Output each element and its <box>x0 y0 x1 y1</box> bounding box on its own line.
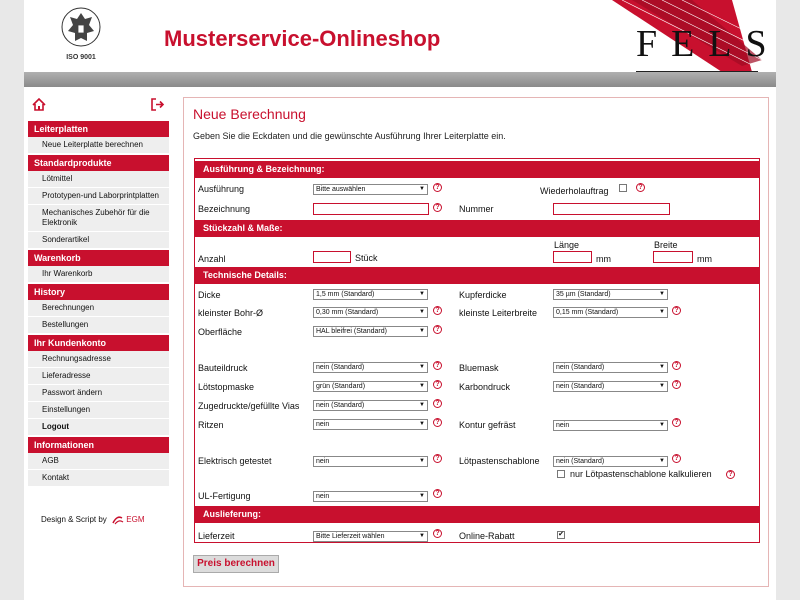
select-ritzen[interactable]: nein ▼ <box>313 419 428 430</box>
shop-title: Musterservice-Onlineshop <box>164 26 441 51</box>
sidebar <box>28 92 169 487</box>
sidebar-head-leiterplatten: Leiterplatten <box>28 121 169 137</box>
label-leiterbreite: kleinste Leiterbreite <box>459 308 538 318</box>
help-icon[interactable]: ? <box>433 380 442 389</box>
label-bohr: kleinster Bohr-Ø <box>198 308 264 318</box>
eagle-seal-icon <box>61 5 101 53</box>
input-nummer[interactable] <box>553 203 670 215</box>
sidebar-item-passwort[interactable]: Passwort ändern <box>28 385 169 402</box>
help-icon[interactable]: ? <box>672 418 681 427</box>
section-ausfuehrung: Ausführung & Bezeichnung: <box>195 161 759 178</box>
help-icon[interactable]: ? <box>672 361 681 370</box>
egm-logo-icon <box>112 515 124 525</box>
select-ul[interactable]: nein ▼ <box>313 491 428 502</box>
header-bar <box>24 72 776 87</box>
intro-text: Geben Sie die Eckdaten und die gewünschte Ausführung Ihrer Leiterplatte ein. <box>193 131 506 141</box>
calculate-price-button[interactable]: Preis berechnen <box>193 555 279 573</box>
checkbox-nur-schablone[interactable] <box>557 470 565 478</box>
select-oberflaeche[interactable]: HAL bleifrei (Standard) ▼ <box>313 326 428 337</box>
sidebar-icons <box>28 92 169 120</box>
sidebar-head-standardprodukte: Standardprodukte <box>28 155 169 171</box>
sidebar-item-logout[interactable]: Logout <box>28 419 169 436</box>
select-loetstopmaske[interactable]: grün (Standard) ▼ <box>313 381 428 392</box>
help-icon[interactable]: ? <box>433 529 442 538</box>
design-credit-text: Design & Script by <box>41 515 107 525</box>
sidebar-item-ihr-warenkorb[interactable]: Ihr Warenkorb <box>28 266 169 283</box>
help-icon[interactable]: ? <box>636 183 645 192</box>
checkbox-wiederholauftrag[interactable] <box>619 184 627 192</box>
main-panel <box>183 97 769 587</box>
label-wiederholauftrag: Wiederholauftrag <box>540 186 609 196</box>
unit-mm: mm <box>596 254 611 264</box>
select-karbondruck[interactable]: nein (Standard) ▼ <box>553 381 668 392</box>
help-icon[interactable]: ? <box>433 361 442 370</box>
label-ritzen: Ritzen <box>198 420 224 430</box>
select-kupferdicke[interactable]: 35 µm (Standard) ▼ <box>553 289 668 300</box>
label-ul: UL-Fertigung <box>198 491 251 501</box>
sidebar-head-informationen: Informationen <box>28 437 169 453</box>
select-vias[interactable]: nein (Standard) ▼ <box>313 400 428 411</box>
sidebar-item-berechnungen[interactable]: Berechnungen <box>28 300 169 317</box>
select-ausfuehrung[interactable]: Bitte auswählen ▼ <box>313 184 428 195</box>
select-leiterbreite[interactable]: 0,15 mm (Standard) ▼ <box>553 307 668 318</box>
sidebar-item-prototypen[interactable]: Prototypen-und Laborprintplatten <box>28 188 169 205</box>
checkbox-rabatt[interactable]: ✔ <box>558 531 564 538</box>
label-loetstopmaske: Lötstopmaske <box>198 382 255 392</box>
help-icon[interactable]: ? <box>433 418 442 427</box>
egm-brand: EGM <box>126 515 145 525</box>
label-nur-schablone: nur Lötpastenschablone kalkulieren <box>570 469 712 479</box>
select-lieferzeit[interactable]: Bitte Lieferzeit wählen ▼ <box>313 531 428 542</box>
select-elektrisch[interactable]: nein ▼ <box>313 456 428 467</box>
section-stueckzahl: Stückzahl & Maße: <box>195 220 759 237</box>
label-vias: Zugedruckte/gefüllte Vias <box>198 401 300 411</box>
select-bauteildruck[interactable]: nein (Standard) ▼ <box>313 362 428 373</box>
iso-label: ISO 9001 <box>66 54 96 61</box>
brand-name: FELS <box>636 23 781 65</box>
sidebar-item-kontakt[interactable]: Kontakt <box>28 470 169 487</box>
label-kontur: Kontur gefräst <box>459 420 516 430</box>
input-anzahl[interactable] <box>313 251 351 263</box>
sidebar-item-agb[interactable]: AGB <box>28 453 169 470</box>
logout-icon[interactable] <box>151 98 165 111</box>
help-icon[interactable]: ? <box>433 306 442 315</box>
label-lieferzeit: Lieferzeit <box>198 531 235 541</box>
label-kupferdicke: Kupferdicke <box>459 290 507 300</box>
sidebar-item-bestellungen[interactable]: Bestellungen <box>28 317 169 334</box>
label-breite: Breite <box>654 240 678 250</box>
label-dicke: Dicke <box>198 290 221 300</box>
help-icon[interactable]: ? <box>433 325 442 334</box>
label-rabatt: Online-Rabatt <box>459 531 515 541</box>
label-laenge: Länge <box>554 240 580 250</box>
sidebar-head-warenkorb: Warenkorb <box>28 250 169 266</box>
sidebar-item-sonderartikel[interactable]: Sonderartikel <box>28 232 169 249</box>
label-anzahl: Anzahl <box>198 254 226 264</box>
section-auslieferung: Auslieferung: <box>195 506 759 523</box>
accreditation-logo <box>58 5 104 67</box>
help-icon[interactable]: ? <box>433 489 442 498</box>
help-icon[interactable]: ? <box>433 183 442 192</box>
input-laenge[interactable] <box>553 251 592 263</box>
calculation-form <box>194 158 760 543</box>
select-bohr[interactable]: 0,30 mm (Standard) ▼ <box>313 307 428 318</box>
help-icon[interactable]: ? <box>433 399 442 408</box>
label-elektrisch: Elektrisch getestet <box>198 456 272 466</box>
label-ausfuehrung: Ausführung <box>198 184 245 194</box>
help-icon[interactable]: ? <box>726 470 735 479</box>
section-technisch: Technische Details: <box>195 267 759 284</box>
select-kontur[interactable]: nein ▼ <box>553 420 668 431</box>
select-bluemask[interactable]: nein (Standard) ▼ <box>553 362 668 373</box>
sidebar-item-loetmittel[interactable]: Lötmittel <box>28 171 169 188</box>
select-schablone[interactable]: nein (Standard) ▼ <box>553 456 668 467</box>
input-bezeichnung[interactable] <box>313 203 429 215</box>
label-oberflaeche: Oberfläche <box>198 327 243 337</box>
sidebar-item-neue-leiterplatte[interactable]: Neue Leiterplatte berechnen <box>28 137 169 154</box>
sidebar-head-kundenkonto: Ihr Kundenkonto <box>28 335 169 351</box>
home-icon[interactable] <box>32 98 46 111</box>
label-bluemask: Bluemask <box>459 363 499 373</box>
unit-stueck: Stück <box>355 253 378 263</box>
sidebar-item-einstellungen[interactable]: Einstellungen <box>28 402 169 419</box>
help-icon[interactable]: ? <box>672 454 681 463</box>
unit-mm: mm <box>697 254 712 264</box>
sidebar-item-rechnungsadresse[interactable]: Rechnungsadresse <box>28 351 169 368</box>
sidebar-head-history: History <box>28 284 169 300</box>
label-schablone: Lötpastenschablone <box>459 456 540 466</box>
help-icon[interactable]: ? <box>433 454 442 463</box>
help-icon[interactable]: ? <box>672 380 681 389</box>
page-title: Neue Berechnung <box>193 106 306 122</box>
label-karbondruck: Karbondruck <box>459 382 511 392</box>
input-breite[interactable] <box>653 251 693 263</box>
select-dicke[interactable]: 1,5 mm (Standard) ▼ <box>313 289 428 300</box>
label-bezeichnung: Bezeichnung <box>198 204 251 214</box>
sidebar-item-zubehoer[interactable]: Mechanisches Zubehör für die Elektronik <box>28 205 169 232</box>
design-credit <box>41 515 145 525</box>
sidebar-item-lieferadresse[interactable]: Lieferadresse <box>28 368 169 385</box>
help-icon[interactable]: ? <box>433 203 442 212</box>
label-bauteildruck: Bauteildruck <box>198 363 248 373</box>
help-icon[interactable]: ? <box>672 306 681 315</box>
label-nummer: Nummer <box>459 204 494 214</box>
